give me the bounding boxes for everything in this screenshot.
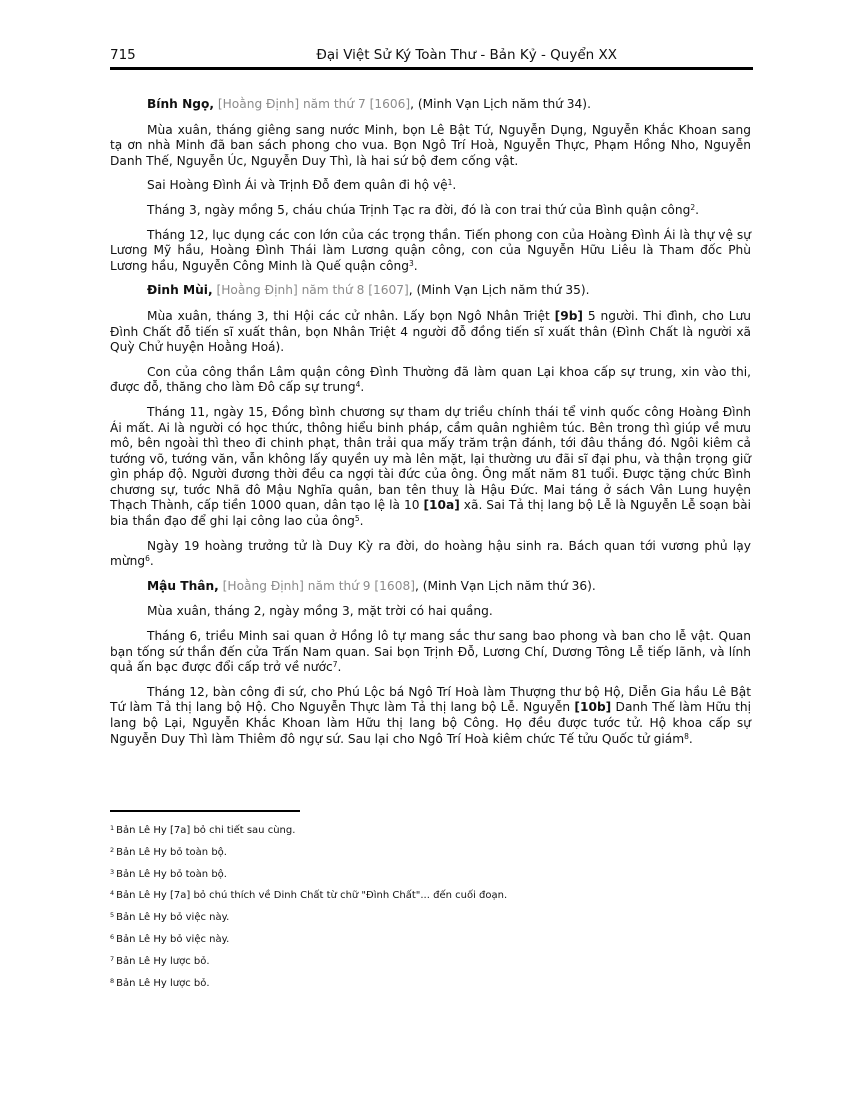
paragraph (110, 539, 751, 570)
footnote (110, 889, 751, 911)
year-note: , (Minh Vạn Lịch năm thứ 36). (414, 578, 596, 593)
footnote-number: 2 (110, 845, 115, 854)
footnote-text: Bản Lê Hy lược bỏ. (116, 977, 210, 989)
footnote-number: 5 (110, 911, 115, 920)
paragraph-text: Ngày 19 hoàng trưởng tử là Duy Kỳ ra đời, do hoàng hậu sinh ra. Bách quan tới vương phủ lạy mừng (110, 538, 751, 569)
paragraph-text: xã. Sai Tả thị lang bộ Lễ là Nguyễn Lễ soạn bài bia thần đạo để ghi lại công lao của ông (110, 498, 751, 529)
folio-marker: [9b] (554, 308, 584, 323)
footnote (110, 911, 751, 933)
footnote-number: 8 (110, 976, 115, 985)
footnote (110, 846, 751, 868)
year-name: Đinh Mùi, (147, 283, 213, 298)
footnote-ref: 2 (690, 202, 696, 212)
running-title: Đại Việt Sử Ký Toàn Thư - Bản Kỷ - Quyển XX (316, 47, 617, 63)
year-heading-dinh-mui (110, 283, 751, 299)
reign-ref: [Hoằng Định] năm thứ 8 [1607] (216, 283, 409, 298)
paragraph (110, 629, 751, 676)
paragraph-end: . (360, 380, 365, 395)
footnote-ref: 3 (408, 258, 414, 268)
footnote-ref: 5 (354, 514, 360, 524)
paragraph-text: Tháng 12, lục dụng các con lớn của các trọng thần. Tiến phong con của Hoàng Đình Ái là thự vệ sự Lương Mỹ hầu, Hoàng Đình Thái làm Lương quận công, con của Nguyễn Hữu Liêu là Tham đốc Phù Lương hầu, Nguyễn Công Minh là Quế quận công (110, 227, 751, 273)
paragraph: Mùa xuân, tháng 2, ngày mồng 3, mặt trời có hai quầng. (147, 604, 493, 619)
paragraph (110, 405, 751, 530)
paragraph-end: . (413, 258, 418, 273)
paragraph-text: Tháng 6, triều Minh sai quan ở Hồng lô tự mang sắc thư sang bao phong và ban cho lễ vật. Quan bạn tống sứ thần đến cửa Trấn Nam quan. Sai bọn Trịnh Đỗ, Lương Chí, Dương Tông Lễ tiếp lãnh, và lính quả ấn bạc được đổi cấp trở về nước (110, 629, 751, 675)
paragraph-text: Tháng 12, bàn công đi sứ, cho Phú Lộc bá Ngô Trí Hoà làm Thượng thư bộ Hộ, Diễn Gia hầu Lê Bật Tứ làm Tả thị lang bộ Hộ. Cho Nguyễn Thực làm Tả thị lang bộ Lễ. Nguyễn (110, 684, 751, 715)
footnote-number: 1 (110, 824, 115, 832)
footnote-ref: 4 (355, 380, 361, 390)
paragraph-end: . (149, 554, 154, 569)
paragraph-end: . (337, 660, 342, 675)
paragraph-text: Tháng 11, ngày 15, Đồng bình chương sự tham dự triều chính thái tể vinh quốc công Hoàng Đình Ái mất. Ai là người có học thức, thông hiểu binh pháp, cầm quân nghiêm túc. Bên trong thì giúp về mưu mô, bên ngoài thì theo đi chinh phạt, thân trải qua mấy trăm trận đánh, tới đâu thắng đó. Ngôi kiêm cả tướng võ, tướng văn, vẫn không lấy quyền uy mà lên mặt, lại thường ưu đãi sĩ đại phu, và thận trọng giữ gìn pháp độ. Người đương thời đều ca ngợi tài đức của ông. Ông mất năm 81 tuổi. Được tặng chức Bình chương sự, tước Nhã đô Mậu Nghĩa quân, ban tên thuỵ là Hậu Đức. Mai táng ở sách Vân Lung huyện Thạch Thành, cấp tiền 1000 quan, dân tạo lệ là 10 (110, 404, 751, 513)
footnotes (110, 824, 751, 998)
footnote-text: Bản Lê Hy [7a] bỏ chi tiết sau cùng. (116, 825, 296, 836)
paragraph (110, 178, 751, 194)
footnote-text: Bản Lê Hy bỏ việc này. (116, 933, 230, 945)
paragraph-end: . (695, 202, 699, 217)
paragraph-text: Mùa xuân, tháng 3, thi Hội các cử nhân. Lấy bọn Ngô Nhân Triệt (147, 308, 555, 323)
footnote-ref: 8 (684, 731, 689, 741)
footnote-ref: 7 (332, 660, 338, 670)
footnote-text: Bản Lê Hy [7a] bỏ chú thích về Dinh Chất từ chữ "Đình Chất"... đến cuối đoạn. (116, 890, 508, 902)
paragraph: Mùa xuân, tháng giêng sang nước Minh, bọn Lê Bật Tứ, Nguyễn Dụng, Nguyễn Khắc Khoan sang tạ ơn nhà Minh đã ban sách phong cho vua. Bọn Ngô Trí Hoà, Nguyễn Thực, Phạm Hồng Nho, Nguyễn Danh Thế, Nguyễn Úc, Nguyễn Duy Thì, là hai sứ bộ đem cống vật. (110, 122, 751, 168)
year-note: , (Minh Vạn Lịch năm thứ 34). (410, 97, 591, 111)
footnote-number: 7 (110, 954, 115, 963)
paragraph (110, 203, 751, 219)
footnote-text: Bản Lê Hy bỏ toàn bộ. (116, 868, 227, 880)
paragraph (110, 365, 751, 396)
paragraph-text: Tháng 3, ngày mồng 5, cháu chúa Trịnh Tạc ra đời, đó là con trai thứ của Bình quận công (147, 202, 691, 217)
footnote (110, 824, 751, 846)
paragraph-end: . (452, 178, 457, 193)
footnote-ref: 6 (145, 554, 150, 564)
footnote (110, 868, 751, 890)
footnote (110, 955, 751, 977)
paragraph-end: . (359, 514, 364, 529)
footnote-text: Bản Lê Hy bỏ toàn bộ. (116, 846, 227, 858)
page-header (110, 47, 753, 67)
body-text (110, 97, 751, 756)
paragraph (110, 685, 751, 747)
year-heading-mau-than (110, 579, 751, 595)
paragraph-text: Con của công thần Lâm quận công Đình Thường đã làm quan Lại khoa cấp sự trung, xin vào thi, được đỗ, thăng cho làm Đô cấp sự trung (110, 364, 751, 395)
reign-ref: [Hoằng Định] năm thứ 9 [1608] (222, 578, 415, 593)
footnote-number: 6 (110, 932, 115, 941)
folio-marker: [10b] (574, 700, 612, 715)
year-note: , (Minh Vạn Lịch năm thứ 35). (408, 283, 590, 298)
footnote-number: 4 (110, 889, 115, 898)
paragraph-text: Danh Thế làm Hữu thị lang bộ Lại, Nguyễn Khắc Khoan làm Hữu thị lang bộ Công. Họ đều được tước tử. Hộ khoa cấp sự Nguyễn Duy Thì làm Thiêm đô ngự sứ. Sau lại cho Ngô Trí Hoà kiêm chức Tế tửu Quốc tử giám (110, 700, 751, 746)
footnote (110, 977, 751, 999)
paragraph-text: 5 người. Thi đình, cho Lưu Đình Chất đỗ tiến sĩ xuất thân, bọn Nhân Triệt 4 người đỗ đồng tiến sĩ xuất thân (Đình Chất là người xã Quỳ Chử huyện Hoằng Hoá). (110, 308, 751, 355)
footnote-ref: 1 (447, 178, 453, 188)
year-name: Bính Ngọ, (147, 97, 214, 111)
footnote-text: Bản Lê Hy lược bỏ. (116, 955, 210, 967)
header-rule (110, 67, 753, 70)
footnote-text: Bản Lê Hy bỏ việc này. (116, 912, 230, 924)
footnote (110, 933, 751, 955)
year-name: Mậu Thân, (147, 578, 219, 593)
year-heading-binh-ngo (110, 97, 751, 113)
footnote-separator (110, 810, 300, 812)
page-number: 715 (110, 47, 136, 63)
paragraph-text: Sai Hoàng Đình Ái và Trịnh Đỗ đem quân đi hộ vệ (147, 178, 448, 193)
folio-marker: [10a] (423, 498, 460, 513)
paragraph (110, 228, 751, 275)
reign-ref: [Hoằng Định] năm thứ 7 [1606] (217, 97, 411, 111)
footnote-number: 3 (110, 867, 115, 876)
paragraph (110, 309, 751, 356)
paragraph-end: . (688, 731, 693, 746)
